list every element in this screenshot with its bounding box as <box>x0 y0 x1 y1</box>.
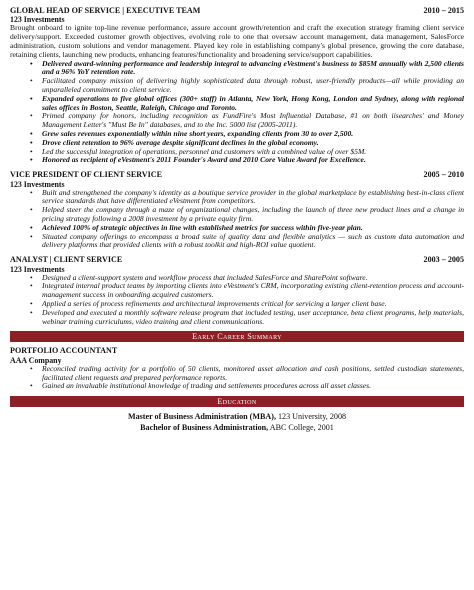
job-title: ANALYST | CLIENT SERVICE <box>10 255 123 265</box>
bullet-item: • Developed and executed a monthly software release program that included testing, user acceptance, beta client programs, help materials, webinar training curriculums, video training and client communications. <box>40 309 464 327</box>
job-title: PORTFOLIO ACCOUNTANT <box>10 346 118 356</box>
bullet-item: • Situated company offerings to encompass a broad suite of quality data and flexible analytics — such as custom data automation and delivery platforms that provided clients with a robust toolkit and high-ROI value quotient. <box>40 233 464 251</box>
bullet-item: • Designed a client-support system and workflow process that included SalesForce and SharePoint software. <box>40 274 464 283</box>
job-entry <box>10 255 464 326</box>
bullet-list <box>10 60 464 166</box>
job-title: VICE PRESIDENT OF CLIENT SERVICE <box>10 170 163 180</box>
job-entry <box>10 6 464 165</box>
bullet-item: • Primed company for honors, including recognition as FundFire's Most Influential Database, #1 on both iisearches' and Money Management Letter's "Must Be In" databases, and to the Inc. 5000 list (2005-2011). <box>40 112 464 130</box>
bullet-list <box>10 189 464 251</box>
company-name: 123 Investments <box>10 15 65 25</box>
company-name: 123 Investments <box>10 179 65 189</box>
bullet-item: • Built and strengthened the company's identity as a boutique service provider in the global marketplace by establishing best-in-class client service standards that have differentiated eVestment from competitors. <box>40 189 464 207</box>
job-dates: 2005 – 2010 <box>423 170 464 180</box>
job-title: GLOBAL HEAD OF SERVICE | EXECUTIVE TEAM <box>10 6 201 15</box>
bullet-item: • Drove client retention to 96% average despite significant declines in the global economy. <box>40 139 464 148</box>
bullet-list <box>10 274 464 327</box>
early-career-entry <box>10 346 464 391</box>
bullet-item: • Helped steer the company through a maze of organizational changes, including the launch of three new product lines and a change in pricing strategy following a 2008 investment by a private equity firm. <box>40 206 464 224</box>
school-name: ABC College, 2001 <box>269 423 334 433</box>
education-entry <box>10 422 464 433</box>
bullet-item: • Achieved 100% of strategic objectives in line with established metrics for success within five-year plan. <box>40 224 464 233</box>
bullet-item: • Facilitated company mission of delivering highly sophisticated data through robust, user-friendly products—all while providing an unparalleled commitment to client service. <box>40 77 464 95</box>
education-entry <box>10 411 464 422</box>
early-career-heading: Early Career Summary <box>10 331 464 342</box>
degree-name: Bachelor of Business Administration, <box>140 423 269 433</box>
job-summary: Brought onboard to ignite top-line revenue performance, assure account growth/retention and craft the execution strategy framing client service delivery/support. Exceeded customer growth objectives, evolving role to one that oversaw account management, data management, SalesForce administration, custom solutions and vendor management. Played key role in establishing company's global presence, growing the core database, retaining clients, launching new products, enhancing features/functionality and broadening service/support capabilities. <box>10 23 464 59</box>
bullet-item: • Reconciled trading activity for a portfolio of 50 clients, monitored asset allocation and cash positions, settled custodian statements, facilitated client requests and prepared performance reports. <box>40 365 464 383</box>
job-header <box>10 255 464 264</box>
experience-list <box>10 6 464 326</box>
education-heading: Education <box>10 396 464 407</box>
bullet-item: • Led the successful integration of operations, personnel and customers with a combined value of over $5M. <box>40 148 464 157</box>
job-dates: 2003 – 2005 <box>423 255 464 265</box>
education-list <box>10 411 464 433</box>
bullet-item: • Honored as recipient of eVestment's 2011 Founder's Award and 2010 Core Value Award for Excellence. <box>40 156 464 165</box>
job-header <box>10 170 464 179</box>
company-name: 123 Investments <box>10 264 65 274</box>
job-entry <box>10 170 464 250</box>
degree-name: Master of Business Administration (MBA), <box>127 412 276 422</box>
bullet-item: • Delivered award-winning performance and leadership integral to advancing eVestment's business to $85M annually with 2,500 clients and a 96% YoY retention rate. <box>40 60 464 78</box>
company-name: AAA Company <box>10 355 62 365</box>
job-header <box>10 346 464 355</box>
job-dates: 2010 – 2015 <box>423 6 464 15</box>
bullet-item: • Integrated internal product teams by importing clients into eVestment's CRM, incorporating existing client-retention process and account-management success in onboarding acquired customers. <box>40 282 464 300</box>
bullet-list <box>10 365 464 391</box>
bullet-item: • Grew sales revenues exponentially within nine short years, expanding clients from 30 to over 2,500. <box>40 130 464 139</box>
job-header <box>10 6 464 15</box>
bullet-item: • Gained an invaluable institutional knowledge of trading and settlements procedures across all asset classes. <box>40 382 464 391</box>
bullet-item: • Applied a series of process refinements and architectural improvements critical for servicing a larger client base. <box>40 300 464 309</box>
school-name: 123 University, 2008 <box>278 412 347 422</box>
bullet-item: • Expanded operations to five global offices (300+ staff) in Atlanta, New York, Hong Kong, London and Sydney, along with regional sales offices in Boston, Seattle, Raleigh, Chicago and Toronto. <box>40 95 464 113</box>
